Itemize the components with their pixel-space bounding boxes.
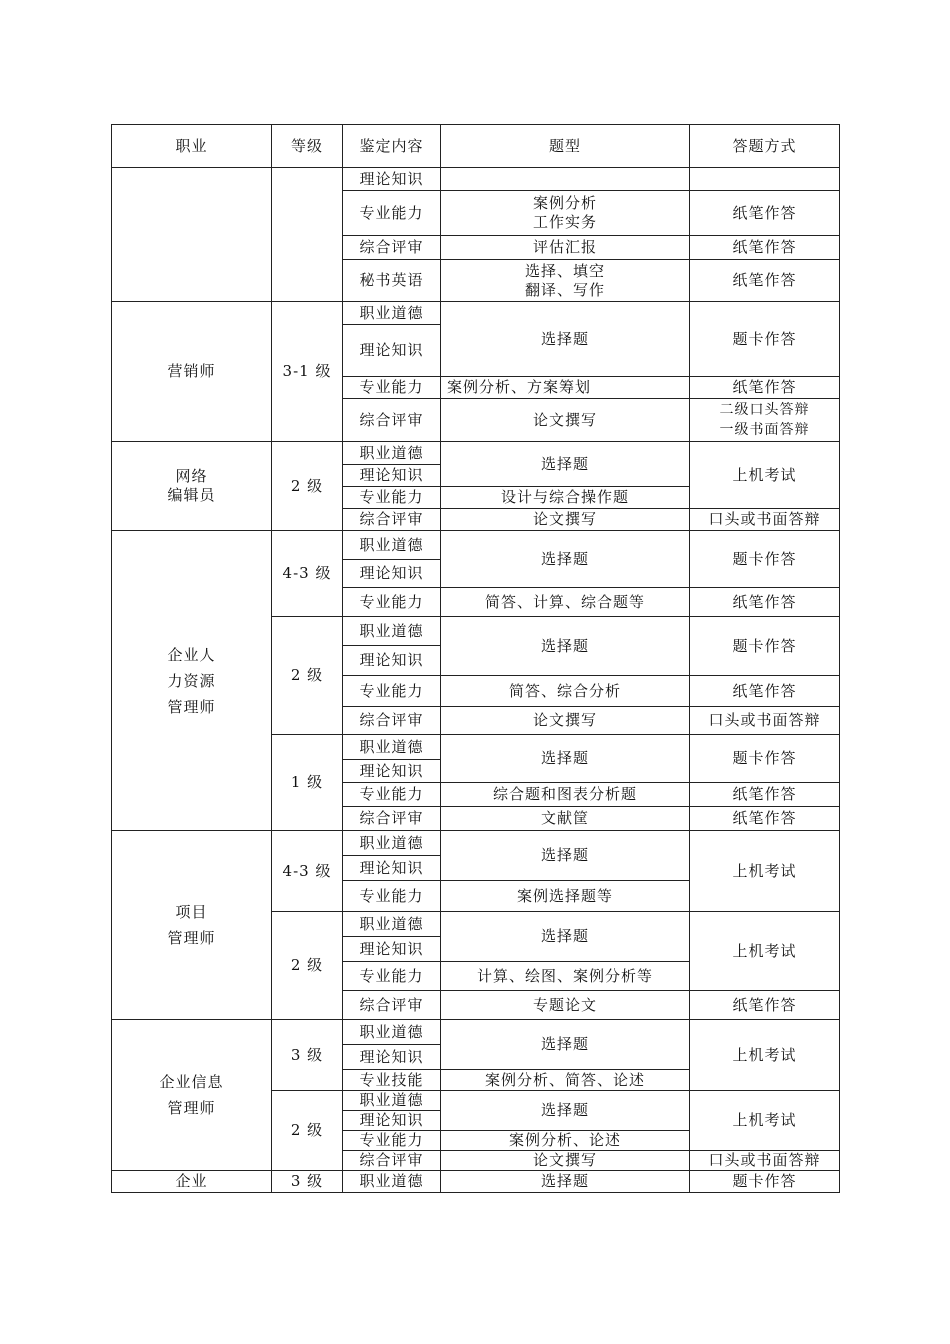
method-cell: 纸笔作答 (690, 807, 840, 831)
type-cell: 计算、绘图、案例分析等 (441, 962, 690, 991)
cell-line: 工作实务 (532, 213, 597, 231)
level-cell: 2 级 (272, 912, 343, 1020)
table-row (112, 831, 840, 856)
table-row (112, 1171, 840, 1193)
content-cell: 职业道德 (343, 1091, 441, 1111)
cell-line: 一级书面答辩 (719, 422, 810, 438)
level-cell: 1 级 (272, 735, 343, 831)
method-cell: 纸笔作答 (690, 236, 840, 260)
occupation-cell (112, 442, 272, 531)
type-cell: 选择题 (441, 1171, 690, 1193)
type-cell: 案例选择题等 (441, 881, 690, 912)
method-cell: 题卡作答 (690, 735, 840, 783)
type-cell: 选择题 (441, 531, 690, 588)
method-cell: 上机考试 (690, 831, 840, 912)
method-cell: 题卡作答 (690, 531, 840, 588)
type-cell: 选择题 (441, 912, 690, 962)
type-cell (441, 260, 690, 302)
type-cell: 论文撰写 (441, 1151, 690, 1171)
cell-line: 编辑员 (167, 486, 216, 504)
occupation-cell (112, 168, 272, 302)
table-row (112, 442, 840, 465)
occupation-cell (112, 831, 272, 1020)
cell-line: 选择、填空 (524, 261, 605, 280)
content-cell: 职业道德 (343, 617, 441, 646)
content-cell: 专业能力 (343, 962, 441, 991)
cell-line: 管理师 (167, 1099, 216, 1117)
method-cell: 纸笔作答 (690, 260, 840, 302)
table-header-row (112, 125, 840, 168)
content-cell: 综合评审 (343, 399, 441, 442)
cell-line: 翻译、写作 (524, 280, 605, 299)
content-cell: 理论知识 (343, 1111, 441, 1131)
method-cell: 纸笔作答 (690, 191, 840, 236)
header-cell: 题型 (441, 125, 690, 168)
method-cell: 题卡作答 (690, 302, 840, 377)
type-cell: 案例分析、论述 (441, 1131, 690, 1151)
type-cell: 简答、综合分析 (441, 676, 690, 707)
type-cell (441, 168, 690, 191)
table-row (112, 302, 840, 325)
type-cell: 评估汇报 (441, 236, 690, 260)
content-cell: 理论知识 (343, 937, 441, 962)
occupation-cell: 营销师 (112, 302, 272, 442)
table-row (112, 531, 840, 560)
cell-line: 企业信息 (159, 1073, 224, 1091)
content-cell: 综合评审 (343, 991, 441, 1020)
cell-line: 力资源 (167, 671, 216, 690)
method-cell (690, 168, 840, 191)
content-cell: 理论知识 (343, 1045, 441, 1070)
content-cell: 专业能力 (343, 588, 441, 617)
content-cell: 专业能力 (343, 881, 441, 912)
content-cell: 职业道德 (343, 442, 441, 465)
content-cell: 职业道德 (343, 735, 441, 760)
type-cell: 案例分析、方案筹划 (441, 377, 690, 399)
content-cell: 秘书英语 (343, 260, 441, 302)
type-cell: 设计与综合操作题 (441, 487, 690, 509)
type-cell (441, 191, 690, 236)
level-cell (272, 168, 343, 302)
type-cell: 选择题 (441, 735, 690, 783)
content-cell: 综合评审 (343, 707, 441, 735)
occupation-cell (112, 531, 272, 831)
cell-line: 二级口头答辩 (719, 402, 810, 418)
type-cell: 综合题和图表分析题 (441, 783, 690, 807)
level-cell: 2 级 (272, 442, 343, 531)
method-cell: 纸笔作答 (690, 783, 840, 807)
method-cell: 上机考试 (690, 1091, 840, 1151)
cell-line: 管理师 (167, 929, 216, 947)
content-cell: 职业道德 (343, 831, 441, 856)
cell-line: 企业人 (167, 645, 216, 664)
type-cell: 选择题 (441, 442, 690, 487)
method-cell: 纸笔作答 (690, 588, 840, 617)
level-cell: 3-1 级 (272, 302, 343, 442)
content-cell: 综合评审 (343, 807, 441, 831)
level-cell: 4-3 级 (272, 531, 343, 617)
header-cell: 等级 (272, 125, 343, 168)
type-cell: 选择题 (441, 1091, 690, 1131)
content-cell: 专业能力 (343, 783, 441, 807)
content-cell: 专业能力 (343, 191, 441, 236)
content-cell: 职业道德 (343, 1171, 441, 1193)
method-cell: 上机考试 (690, 1020, 840, 1091)
table-row (112, 1020, 840, 1045)
type-cell: 选择题 (441, 302, 690, 377)
content-cell: 专业能力 (343, 676, 441, 707)
level-cell: 3 级 (272, 1171, 343, 1193)
type-cell: 专题论文 (441, 991, 690, 1020)
content-cell: 综合评审 (343, 509, 441, 531)
type-cell: 论文撰写 (441, 509, 690, 531)
assessment-table (111, 124, 840, 1193)
type-cell: 论文撰写 (441, 399, 690, 442)
content-cell: 专业能力 (343, 487, 441, 509)
header-cell: 答题方式 (690, 125, 840, 168)
method-cell: 上机考试 (690, 912, 840, 991)
content-cell: 职业道德 (343, 1020, 441, 1045)
type-cell: 论文撰写 (441, 707, 690, 735)
header-cell: 职业 (112, 125, 272, 168)
content-cell: 职业道德 (343, 531, 441, 560)
cell-line: 项目 (175, 903, 208, 921)
content-cell: 理论知识 (343, 560, 441, 588)
content-cell: 职业道德 (343, 912, 441, 937)
type-cell: 案例分析、简答、论述 (441, 1070, 690, 1091)
method-cell: 口头或书面答辩 (690, 707, 840, 735)
method-cell: 题卡作答 (690, 617, 840, 676)
type-cell: 文献筐 (441, 807, 690, 831)
method-cell: 纸笔作答 (690, 991, 840, 1020)
content-cell: 职业道德 (343, 302, 441, 325)
content-cell: 理论知识 (343, 168, 441, 191)
method-cell: 口头或书面答辩 (690, 1151, 840, 1171)
method-cell: 口头或书面答辩 (690, 509, 840, 531)
cell-line: 网络 (175, 467, 208, 485)
type-cell: 选择题 (441, 1020, 690, 1070)
occupation-cell: 企业 (112, 1171, 272, 1193)
content-cell: 理论知识 (343, 465, 441, 487)
content-cell: 理论知识 (343, 646, 441, 676)
cell-line: 案例分析 (532, 194, 597, 212)
content-cell: 综合评审 (343, 236, 441, 260)
method-cell: 题卡作答 (690, 1171, 840, 1193)
method-cell (690, 399, 840, 442)
level-cell: 3 级 (272, 1020, 343, 1091)
type-cell: 选择题 (441, 831, 690, 881)
content-cell: 理论知识 (343, 760, 441, 783)
content-cell: 专业技能 (343, 1070, 441, 1091)
header-cell: 鉴定内容 (343, 125, 441, 168)
cell-line: 管理师 (167, 697, 216, 716)
content-cell: 理论知识 (343, 325, 441, 377)
content-cell: 理论知识 (343, 856, 441, 881)
level-cell: 4-3 级 (272, 831, 343, 912)
level-cell: 2 级 (272, 617, 343, 735)
type-cell: 简答、计算、综合题等 (441, 588, 690, 617)
level-cell: 2 级 (272, 1091, 343, 1171)
method-cell: 上机考试 (690, 442, 840, 509)
content-cell: 专业能力 (343, 377, 441, 399)
occupation-cell (112, 1020, 272, 1171)
method-cell: 纸笔作答 (690, 377, 840, 399)
method-cell: 纸笔作答 (690, 676, 840, 707)
content-cell: 综合评审 (343, 1151, 441, 1171)
content-cell: 专业能力 (343, 1131, 441, 1151)
type-cell: 选择题 (441, 617, 690, 676)
table-row (112, 168, 840, 191)
